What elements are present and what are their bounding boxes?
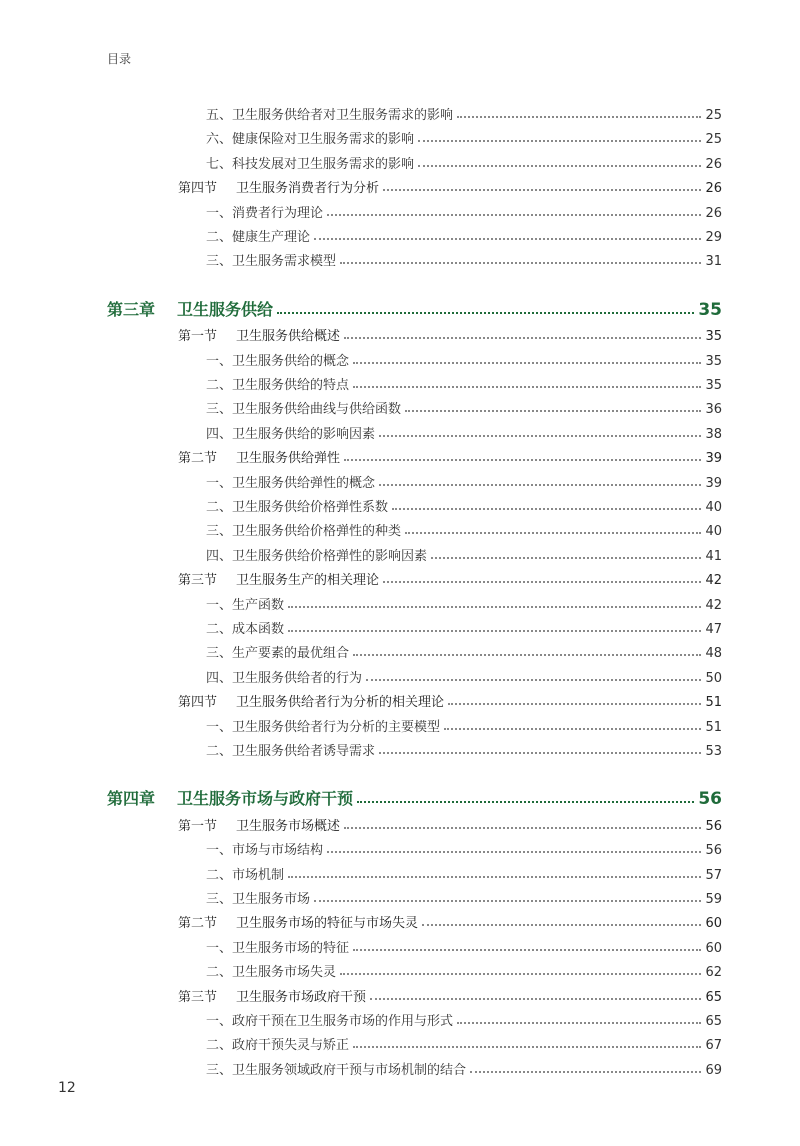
toc-item-entry[interactable] bbox=[206, 641, 722, 661]
toc-item-entry[interactable] bbox=[206, 422, 722, 442]
toc-entry-number: 第一节 bbox=[178, 818, 218, 834]
leader-dots bbox=[344, 827, 701, 829]
toc-entry-page: 35 bbox=[698, 299, 722, 320]
toc-entry-page: 62 bbox=[705, 965, 722, 981]
toc-entry-number: 第二节 bbox=[178, 451, 218, 467]
toc-entry-title: 二、卫生服务供给者诱导需求 bbox=[206, 744, 376, 759]
toc-entry-number: 第三节 bbox=[178, 573, 218, 589]
toc-entry-title: 卫生服务市场概述 bbox=[236, 818, 341, 834]
toc-item-entry[interactable] bbox=[206, 373, 722, 393]
toc-entry-page: 25 bbox=[705, 108, 722, 123]
toc-entry-page: 47 bbox=[705, 622, 722, 637]
toc-entry-title: 六、健康保险对卫生服务需求的影响 bbox=[206, 132, 415, 148]
toc-entry-label bbox=[206, 937, 349, 956]
toc-item-entry[interactable] bbox=[206, 397, 722, 417]
leader-dots bbox=[366, 679, 701, 681]
toc-entry-title: 三、生产要素的最优组合 bbox=[206, 646, 350, 662]
leader-dots bbox=[405, 410, 701, 412]
toc-entry-label bbox=[206, 888, 310, 907]
toc-entry-title: 二、卫生服务供给的特点 bbox=[206, 378, 350, 393]
toc-entry-title: 一、市场与市场结构 bbox=[206, 843, 324, 859]
toc-entry-label bbox=[107, 297, 273, 320]
page-number: 12 bbox=[58, 1080, 76, 1096]
leader-dots bbox=[431, 557, 701, 559]
leader-dots bbox=[379, 484, 701, 486]
toc-entry-label bbox=[178, 325, 340, 344]
toc-entry-number: 第四章 bbox=[107, 789, 156, 809]
leader-dots bbox=[383, 581, 701, 583]
toc-entry-page: 60 bbox=[705, 940, 722, 956]
leader-dots bbox=[418, 140, 701, 142]
leader-dots bbox=[288, 876, 701, 878]
toc-entry-label bbox=[206, 594, 284, 613]
leader-dots bbox=[357, 801, 694, 803]
toc-entry-page: 51 bbox=[705, 695, 722, 711]
toc-entry-title: 三、卫生服务领域政府干预与市场机制的结合 bbox=[206, 1062, 467, 1078]
leader-dots bbox=[314, 238, 701, 240]
toc-entry-title: 一、卫生服务供给的概念 bbox=[206, 353, 350, 369]
toc-item-entry[interactable] bbox=[206, 1033, 722, 1053]
leader-dots bbox=[457, 1022, 701, 1024]
toc-entry-page: 65 bbox=[705, 989, 722, 1005]
toc-entry-title: 卫生服务供给弹性 bbox=[236, 451, 341, 467]
toc-section-entry[interactable] bbox=[178, 690, 722, 710]
toc-entry-label bbox=[206, 226, 310, 245]
leader-dots bbox=[288, 630, 701, 632]
toc-entry-page: 50 bbox=[705, 670, 722, 686]
toc-section-entry[interactable] bbox=[178, 176, 722, 196]
toc-entry-number: 第四节 bbox=[178, 181, 218, 197]
toc-entry-page: 25 bbox=[705, 132, 722, 148]
toc-entry-label bbox=[206, 716, 440, 735]
toc-entry-label bbox=[206, 545, 427, 564]
toc-entry-label bbox=[206, 1034, 349, 1053]
leader-dots bbox=[277, 312, 694, 314]
leader-dots bbox=[353, 949, 701, 951]
toc-item-entry[interactable] bbox=[206, 936, 722, 956]
toc-entry-label bbox=[178, 986, 366, 1005]
toc-item-entry[interactable] bbox=[206, 593, 722, 613]
toc-section-entry[interactable] bbox=[178, 324, 722, 344]
leader-dots bbox=[327, 851, 701, 853]
toc-section-entry[interactable] bbox=[178, 814, 722, 834]
toc-entry-title: 七、科技发展对卫生服务需求的影响 bbox=[206, 156, 415, 172]
toc-entry-title: 四、卫生服务供给的影响因素 bbox=[206, 426, 376, 442]
toc-entry-title: 二、卫生服务供给价格弹性系数 bbox=[206, 500, 389, 515]
toc-entry-title: 卫生服务市场的特征与市场失灵 bbox=[236, 916, 419, 932]
toc-entry-title: 一、卫生服务市场的特征 bbox=[206, 940, 350, 956]
leader-dots bbox=[340, 973, 701, 975]
toc-section-entry[interactable] bbox=[178, 911, 722, 931]
toc-entry-label bbox=[206, 496, 388, 515]
toc-entry-title: 二、卫生服务市场失灵 bbox=[206, 965, 337, 981]
toc-entry-page: 42 bbox=[705, 573, 722, 589]
leader-dots bbox=[448, 703, 701, 705]
toc-item-entry[interactable] bbox=[206, 1058, 722, 1078]
toc-entry-page: 35 bbox=[705, 329, 722, 345]
leader-dots bbox=[457, 116, 701, 118]
toc-entry-label bbox=[206, 350, 349, 369]
leader-dots bbox=[340, 262, 701, 264]
toc-item-entry[interactable] bbox=[206, 471, 722, 491]
toc-entry-page: 56 bbox=[705, 843, 722, 859]
toc-entry-label bbox=[178, 691, 444, 710]
toc-entry-label bbox=[206, 202, 323, 221]
toc-section-entry[interactable] bbox=[178, 446, 722, 466]
leader-dots bbox=[353, 386, 701, 388]
toc-entry-label bbox=[206, 1059, 466, 1078]
toc-entry-title: 三、卫生服务供给价格弹性的种类 bbox=[206, 524, 402, 540]
toc-entry-label bbox=[206, 250, 336, 269]
leader-dots bbox=[353, 654, 701, 656]
leader-dots bbox=[470, 1071, 701, 1073]
toc-entry-page: 26 bbox=[705, 156, 722, 172]
toc-entry-page: 26 bbox=[705, 205, 722, 221]
toc-entry-label bbox=[178, 912, 418, 931]
toc-entry-title: 二、政府干预失灵与矫正 bbox=[206, 1038, 350, 1054]
toc-item-entry[interactable] bbox=[206, 225, 722, 245]
leader-dots bbox=[314, 900, 701, 902]
toc-entry-title: 一、卫生服务供给者行为分析的主要模型 bbox=[206, 719, 441, 735]
toc-entry-page: 40 bbox=[705, 524, 722, 540]
toc-chapter-entry[interactable] bbox=[107, 296, 722, 320]
leader-dots bbox=[344, 459, 701, 461]
leader-dots bbox=[418, 165, 701, 167]
leader-dots bbox=[344, 337, 701, 339]
toc-entry-page: 60 bbox=[705, 916, 722, 932]
toc-entry-title: 一、生产函数 bbox=[206, 597, 285, 613]
toc-item-entry[interactable] bbox=[206, 152, 722, 172]
toc-entry-page: 36 bbox=[705, 402, 722, 418]
toc-entry-title: 卫生服务市场与政府干预 bbox=[177, 789, 354, 809]
toc-entry-number: 第一节 bbox=[178, 329, 218, 345]
toc-item-entry[interactable] bbox=[206, 617, 722, 637]
toc-entry-number: 第三章 bbox=[107, 299, 156, 319]
toc-entry-label bbox=[178, 177, 379, 196]
toc-entry-page: 69 bbox=[705, 1062, 722, 1078]
toc-entry-label bbox=[206, 740, 375, 759]
leader-dots bbox=[379, 435, 701, 437]
toc-entry-page: 56 bbox=[705, 818, 722, 834]
toc-entry-title: 二、市场机制 bbox=[206, 867, 285, 883]
toc-entry-title: 一、政府干预在卫生服务市场的作用与形式 bbox=[206, 1014, 454, 1029]
toc-entry-label bbox=[107, 786, 353, 809]
toc-entry-page: 53 bbox=[705, 744, 722, 759]
toc-entry-title: 卫生服务生产的相关理论 bbox=[236, 573, 380, 589]
toc-entry-title: 一、卫生服务供给弹性的概念 bbox=[206, 475, 376, 491]
toc-item-entry[interactable] bbox=[206, 739, 722, 759]
toc-item-entry[interactable] bbox=[206, 544, 722, 564]
toc-entry-title: 卫生服务消费者行为分析 bbox=[236, 181, 380, 197]
toc-entry-label bbox=[178, 447, 340, 466]
toc-item-entry[interactable] bbox=[206, 519, 722, 539]
toc-item-entry[interactable] bbox=[206, 495, 722, 515]
leader-dots bbox=[405, 532, 701, 534]
toc-item-entry[interactable] bbox=[206, 103, 722, 123]
toc-entry-label bbox=[206, 398, 401, 417]
toc-entry-page: 38 bbox=[705, 426, 722, 442]
toc-item-entry[interactable] bbox=[206, 863, 722, 883]
running-header: 目录 bbox=[107, 52, 132, 66]
toc-entry-title: 卫生服务市场政府干预 bbox=[236, 989, 367, 1005]
leader-dots bbox=[383, 189, 701, 191]
toc-entry-label bbox=[206, 1010, 453, 1029]
leader-dots bbox=[379, 752, 701, 754]
toc-entry-page: 48 bbox=[705, 646, 722, 662]
toc-entry-title: 三、卫生服务供给曲线与供给函数 bbox=[206, 402, 402, 418]
toc-entry-label bbox=[178, 815, 340, 834]
leader-dots bbox=[288, 606, 701, 608]
leader-dots bbox=[353, 362, 701, 364]
toc-entry-label bbox=[206, 104, 453, 123]
toc-item-entry[interactable] bbox=[206, 349, 722, 369]
toc-entry-page: 56 bbox=[698, 789, 722, 810]
toc-entry-page: 40 bbox=[705, 500, 722, 515]
toc-entry-page: 35 bbox=[705, 353, 722, 369]
toc-item-entry[interactable] bbox=[206, 887, 722, 907]
toc-entry-page: 65 bbox=[705, 1014, 722, 1029]
toc-item-entry[interactable] bbox=[206, 715, 722, 735]
leader-dots bbox=[422, 924, 701, 926]
toc-entry-page: 67 bbox=[705, 1038, 722, 1054]
toc-entry-page: 26 bbox=[705, 181, 722, 197]
toc-entry-page: 57 bbox=[705, 867, 722, 883]
toc-entry-number: 第二节 bbox=[178, 916, 218, 932]
toc-item-entry[interactable] bbox=[206, 1009, 722, 1029]
toc-entry-page: 29 bbox=[705, 230, 722, 245]
toc-entry-number: 第四节 bbox=[178, 695, 218, 711]
leader-dots bbox=[327, 214, 701, 216]
toc-entry-title: 四、卫生服务供给者的行为 bbox=[206, 670, 363, 686]
toc-entry-label bbox=[206, 153, 414, 172]
toc-entry-title: 二、健康生产理论 bbox=[206, 230, 311, 245]
toc-item-entry[interactable] bbox=[206, 249, 722, 269]
toc-entry-label bbox=[206, 472, 375, 491]
toc-entry-page: 39 bbox=[705, 451, 722, 467]
toc-entry-page: 41 bbox=[705, 548, 722, 564]
toc-entry-page: 59 bbox=[705, 892, 722, 907]
toc-entry-title: 四、卫生服务供给价格弹性的影响因素 bbox=[206, 548, 428, 564]
leader-dots bbox=[370, 998, 701, 1000]
toc-entry-page: 51 bbox=[705, 719, 722, 735]
toc-entry-page: 42 bbox=[705, 597, 722, 613]
toc-chapter-entry[interactable] bbox=[107, 785, 722, 809]
toc-entry-label bbox=[206, 642, 349, 661]
toc-entry-label bbox=[206, 520, 401, 539]
toc-section-entry[interactable] bbox=[178, 568, 722, 588]
toc-entry-page: 31 bbox=[705, 254, 722, 270]
toc-entry-label bbox=[206, 423, 375, 442]
toc-item-entry[interactable] bbox=[206, 127, 722, 147]
toc-entry-page: 35 bbox=[705, 378, 722, 393]
toc-entry-title: 卫生服务供给概述 bbox=[236, 329, 341, 345]
leader-dots bbox=[353, 1046, 701, 1048]
toc-entry-number: 第三节 bbox=[178, 989, 218, 1005]
toc-item-entry[interactable] bbox=[206, 838, 722, 858]
toc-entry-label bbox=[206, 864, 284, 883]
toc-entry-title: 二、成本函数 bbox=[206, 622, 285, 637]
toc-entry-label bbox=[206, 374, 349, 393]
toc-entry-page: 39 bbox=[705, 475, 722, 491]
toc-entry-title: 卫生服务供给者行为分析的相关理论 bbox=[236, 695, 445, 711]
toc-entry-label bbox=[178, 569, 379, 588]
toc-entry-title: 五、卫生服务供给者对卫生服务需求的影响 bbox=[206, 108, 454, 123]
leader-dots bbox=[444, 728, 701, 730]
toc-entry-title: 一、消费者行为理论 bbox=[206, 205, 324, 221]
toc-entry-label bbox=[206, 961, 336, 980]
toc-item-entry[interactable] bbox=[206, 201, 722, 221]
toc-entry-label bbox=[206, 667, 362, 686]
toc-section-entry[interactable] bbox=[178, 985, 722, 1005]
toc-entry-label bbox=[206, 128, 414, 147]
toc-entry-title: 三、卫生服务市场 bbox=[206, 892, 311, 907]
toc-item-entry[interactable] bbox=[206, 666, 722, 686]
toc-entry-label bbox=[206, 839, 323, 858]
toc-entry-title: 卫生服务供给 bbox=[177, 299, 274, 319]
toc-item-entry[interactable] bbox=[206, 960, 722, 980]
leader-dots bbox=[392, 508, 701, 510]
toc-entry-title: 三、卫生服务需求模型 bbox=[206, 254, 337, 270]
toc-entry-label bbox=[206, 618, 284, 637]
